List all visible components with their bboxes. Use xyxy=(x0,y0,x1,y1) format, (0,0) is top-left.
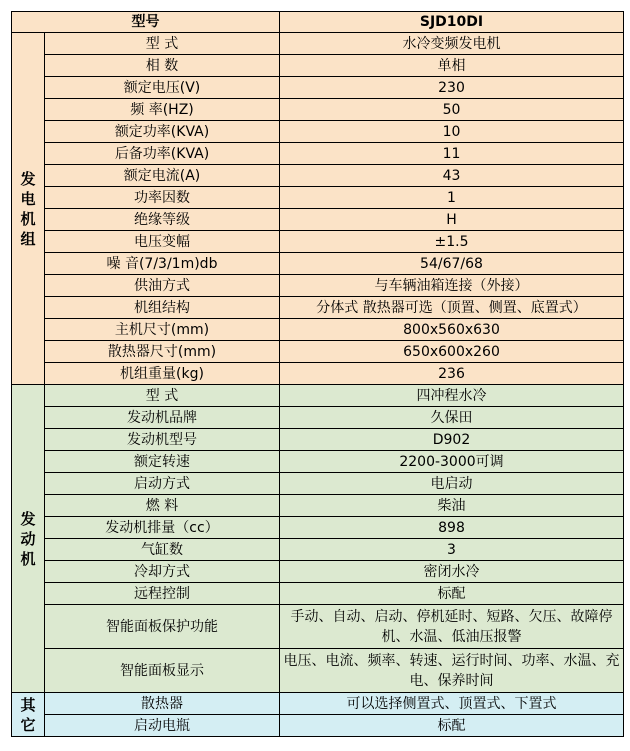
spec-row xyxy=(12,341,624,363)
spec-value: 1 xyxy=(280,187,624,209)
spec-label: 燃 料 xyxy=(45,495,280,517)
spec-row xyxy=(12,99,624,121)
spec-value: ±1.5 xyxy=(280,231,624,253)
spec-label: 发动机排量（cc） xyxy=(45,517,280,539)
spec-row xyxy=(12,165,624,187)
spec-label: 型 式 xyxy=(45,33,280,55)
section-label-generator: 发 电 机 组 xyxy=(12,33,45,385)
spec-row xyxy=(12,77,624,99)
section-label-other: 其 它 xyxy=(12,693,45,737)
spec-row xyxy=(12,319,624,341)
header-row xyxy=(12,12,624,33)
spec-value: 久保田 xyxy=(280,407,624,429)
spec-label: 机组重量(kg) xyxy=(45,363,280,385)
spec-value: 柴油 xyxy=(280,495,624,517)
spec-label: 电压变幅 xyxy=(45,231,280,253)
spec-label: 相 数 xyxy=(45,55,280,77)
spec-value: 10 xyxy=(280,121,624,143)
spec-row xyxy=(12,649,624,693)
spec-value: 50 xyxy=(280,99,624,121)
spec-label: 启动电瓶 xyxy=(45,715,280,737)
spec-row xyxy=(12,561,624,583)
spec-row xyxy=(12,143,624,165)
spec-row xyxy=(12,55,624,77)
spec-label: 额定功率(KVA) xyxy=(45,121,280,143)
spec-row xyxy=(12,451,624,473)
spec-label: 机组结构 xyxy=(45,297,280,319)
spec-value: 3 xyxy=(280,539,624,561)
spec-value: 与车辆油箱连接（外接） xyxy=(280,275,624,297)
spec-label: 启动方式 xyxy=(45,473,280,495)
spec-row xyxy=(12,209,624,231)
spec-row xyxy=(12,429,624,451)
spec-label: 发动机品牌 xyxy=(45,407,280,429)
spec-value: 水冷变频发电机 xyxy=(280,33,624,55)
spec-label: 额定电压(V) xyxy=(45,77,280,99)
spec-label: 额定转速 xyxy=(45,451,280,473)
spec-row xyxy=(12,33,624,55)
spec-label: 频 率(HZ) xyxy=(45,99,280,121)
spec-table-body xyxy=(12,12,624,737)
spec-label: 发动机型号 xyxy=(45,429,280,451)
spec-row xyxy=(12,517,624,539)
spec-label: 供油方式 xyxy=(45,275,280,297)
spec-row xyxy=(12,407,624,429)
spec-value: H xyxy=(280,209,624,231)
spec-value: 标配 xyxy=(280,715,624,737)
spec-row xyxy=(12,121,624,143)
spec-value: 230 xyxy=(280,77,624,99)
spec-label: 额定电流(A) xyxy=(45,165,280,187)
spec-row xyxy=(12,693,624,715)
spec-value: 分体式 散热器可选（顶置、侧置、底置式） xyxy=(280,297,624,319)
spec-value: 54/67/68 xyxy=(280,253,624,275)
spec-label: 型 式 xyxy=(45,385,280,407)
spec-row xyxy=(12,385,624,407)
spec-value: D902 xyxy=(280,429,624,451)
spec-value: 2200-3000可调 xyxy=(280,451,624,473)
spec-label: 主机尺寸(mm) xyxy=(45,319,280,341)
spec-label: 气缸数 xyxy=(45,539,280,561)
spec-label: 散热器尺寸(mm) xyxy=(45,341,280,363)
spec-value: 236 xyxy=(280,363,624,385)
spec-value: 密闭水冷 xyxy=(280,561,624,583)
spec-label: 冷却方式 xyxy=(45,561,280,583)
spec-label: 智能面板保护功能 xyxy=(45,605,280,649)
spec-value: 800x560x630 xyxy=(280,319,624,341)
spec-label: 功率因数 xyxy=(45,187,280,209)
spec-value: 11 xyxy=(280,143,624,165)
spec-row xyxy=(12,297,624,319)
spec-value: 标配 xyxy=(280,583,624,605)
spec-value: 电启动 xyxy=(280,473,624,495)
spec-table xyxy=(11,11,624,737)
spec-row xyxy=(12,231,624,253)
spec-value: 手动、自动、启动、停机延时、短路、欠压、故障停机、水温、低油压报警 xyxy=(280,605,624,649)
spec-row xyxy=(12,253,624,275)
spec-value: 可以选择侧置式、顶置式、下置式 xyxy=(280,693,624,715)
spec-value: 电压、电流、频率、转速、运行时间、功率、水温、充电、保养时间 xyxy=(280,649,624,693)
spec-row xyxy=(12,495,624,517)
model-value: SJD10DI xyxy=(280,12,624,33)
spec-row xyxy=(12,583,624,605)
spec-label: 智能面板显示 xyxy=(45,649,280,693)
model-label: 型号 xyxy=(12,12,280,33)
section-label-engine: 发 动 机 xyxy=(12,385,45,693)
spec-value: 43 xyxy=(280,165,624,187)
spec-value: 898 xyxy=(280,517,624,539)
spec-label: 后备功率(KVA) xyxy=(45,143,280,165)
spec-row xyxy=(12,363,624,385)
spec-row xyxy=(12,715,624,737)
spec-value: 650x600x260 xyxy=(280,341,624,363)
spec-label: 绝缘等级 xyxy=(45,209,280,231)
spec-row xyxy=(12,187,624,209)
spec-label: 远程控制 xyxy=(45,583,280,605)
spec-row xyxy=(12,275,624,297)
spec-value: 四冲程水冷 xyxy=(280,385,624,407)
spec-label: 散热器 xyxy=(45,693,280,715)
spec-value: 单相 xyxy=(280,55,624,77)
spec-row xyxy=(12,473,624,495)
spec-row xyxy=(12,605,624,649)
spec-label: 噪 音(7/3/1m)db xyxy=(45,253,280,275)
spec-row xyxy=(12,539,624,561)
